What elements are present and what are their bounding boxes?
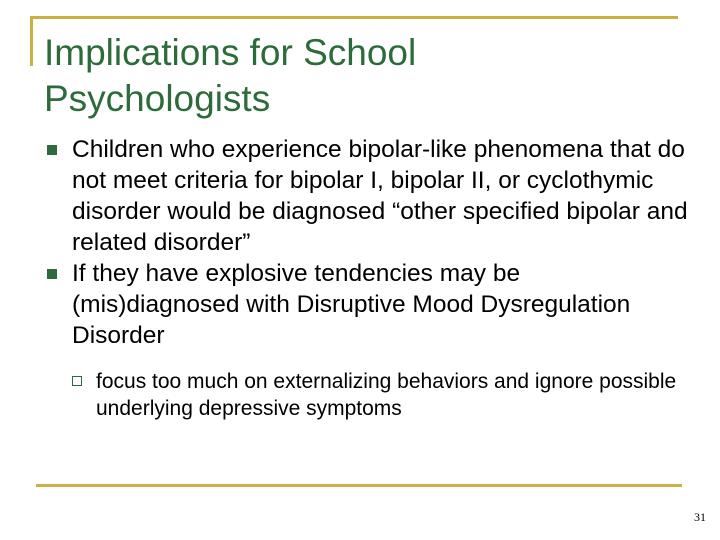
slide-title: Implications for School Psychologists <box>44 32 417 119</box>
slide-number: 31 <box>694 510 706 524</box>
bullet-item <box>44 134 694 258</box>
decorative-frame-bottom-rule <box>36 484 682 487</box>
sub-bullet-item <box>72 368 694 422</box>
bullet-list <box>44 134 694 422</box>
filled-square-bullet-icon <box>47 145 57 155</box>
bullet-text: Children who experience bipolar-like phenomena that do not meet criteria for bipolar I, bipolar II, or cyclothymic disorder would be diagnosed “other specified bipolar and related disorder” <box>72 136 688 256</box>
sub-bullet-text: focus too much on externalizing behaviors and ignore possible underlying depressive symptoms <box>96 370 677 420</box>
hollow-square-bullet-icon <box>72 376 82 386</box>
sub-bullet-list <box>72 368 694 422</box>
decorative-frame-left-rule <box>30 16 33 66</box>
filled-square-bullet-icon <box>47 269 57 279</box>
decorative-frame-top-rule <box>30 16 678 19</box>
bullet-item <box>44 258 694 422</box>
bullet-text: If they have explosive tendencies may be (mis)diagnosed with Disruptive Mood Dysregulation Disorder <box>72 260 631 349</box>
